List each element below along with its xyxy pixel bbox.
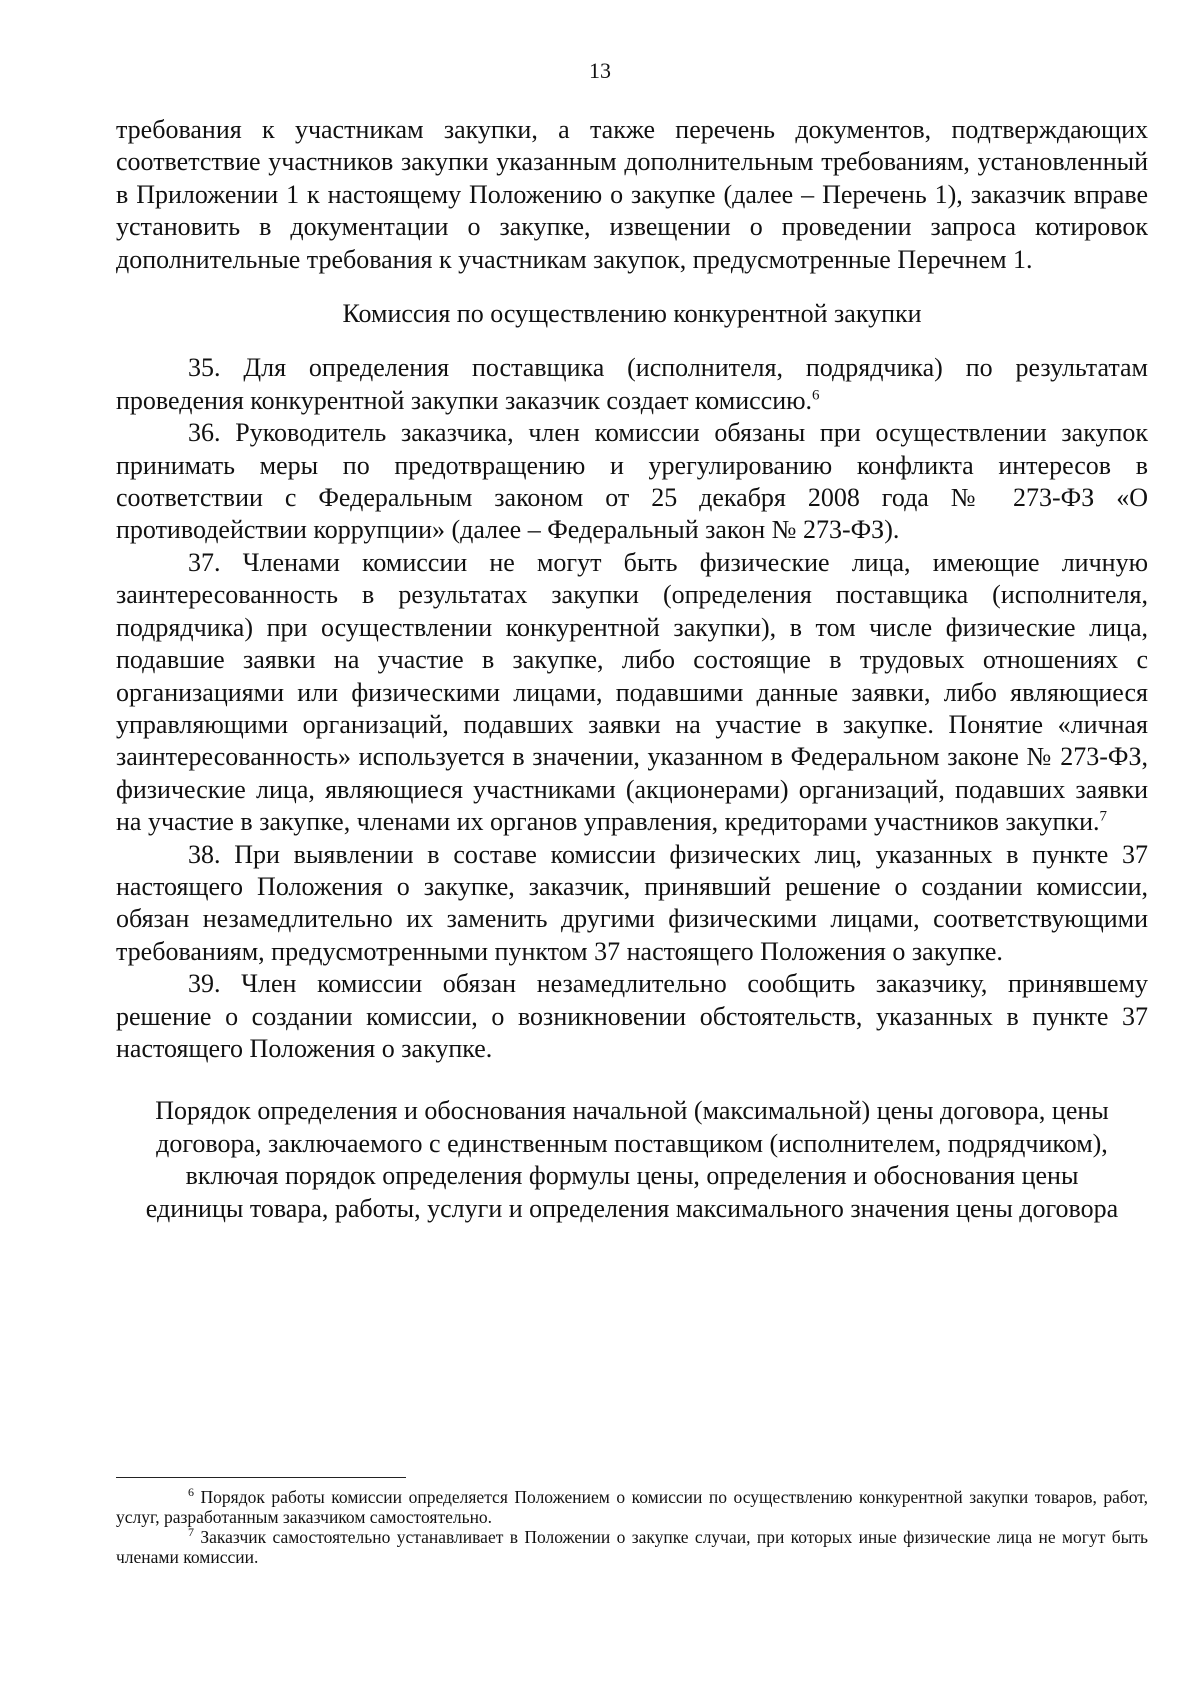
main-text (116, 114, 1148, 1225)
footnote-number-6: 6 (188, 1485, 194, 1500)
clause-35-text: 35. Для определения поставщика (исполнителя, подрядчика) по результатам проведения конкурентной закупки заказчик создает комиссию. (116, 353, 1148, 415)
clause-37 (116, 547, 1148, 839)
clause-37-text: 37. Членами комиссии не могут быть физические лица, имеющие личную заинтересованность в результатах закупки (определения поставщика (исполнителя, подрядчика) при осуществлении конкурентной закупки), в том числе физические лица, подавшие заявки на участие в закупке, либо состоящие в трудовых отношениях с организациями или физическими лицами, подавшими данные заявки, либо являющиеся управляющими организаций, подавших заявки на участие в закупке. Понятие «личная заинтересованность» используется в значении, указанном в Федеральном законе № 273-ФЗ, физические лица, являющиеся участниками (акционерами) организаций, подавших заявки на участие в закупке, членами их органов управления, кредиторами участников закупки. (116, 547, 1148, 837)
section-heading-price: Порядок определения и обоснования начальной (максимальной) цены договора, цены договора, заключаемого с единственным поставщиком (исполнителем, подрядчиком), включая порядок определения формулы цены, определения и обоснования цены единицы товара, работы, услуги и определения максимального значения цены договора (145, 1096, 1119, 1223)
page-number: 13 (589, 58, 611, 83)
footnote-ref-6: 6 (812, 387, 820, 404)
footnote-separator (116, 1477, 406, 1478)
footnotes (116, 1487, 1148, 1567)
footnote-6-text: Порядок работы комиссии определяется Положением о комиссии по осуществлению конкурентной закупки товаров, работ, услуг, разработанным заказчиком самостоятельно. (116, 1487, 1149, 1527)
footnote-number-7: 7 (188, 1525, 194, 1540)
clause-39: 39. Член комиссии обязан незамедлительно сообщить заказчику, принявшему решение о создании комиссии, о возникновении обстоятельств, указанных в пункте 37 настоящего Положения о закупке. (116, 969, 1148, 1063)
clause-38: 38. При выявлении в составе комиссии физических лиц, указанных в пункте 37 настоящего Положения о закупке, заказчик, принявший решение о создании комиссии, обязан незамедлительно их заменить другими физическими лицами, соответствующими требованиям, предусмотренными пунктом 37 настоящего Положения о закупке. (116, 839, 1148, 966)
footnote-6 (116, 1487, 1148, 1527)
section-heading-commission: Комиссия по осуществлению конкурентной закупки (342, 299, 922, 329)
footnote-ref-7: 7 (1099, 808, 1107, 825)
clause-35 (116, 352, 1148, 417)
paragraph-continuation: требования к участникам закупки, а также перечень документов, подтверждающих соответствие участников закупки указанным дополнительным требованиям, установленный в Приложении 1 к настоящему Положению о закупке (далее – Перечень 1), заказчик вправе установить в документации о закупке, извещении о проведении запроса котировок дополнительные требования к участникам закупок, предусмотренные Перечнем 1. (116, 115, 1148, 274)
footnote-7-text: Заказчик самостоятельно устанавливает в Положении о закупке случаи, при которых иные физические лица не могут быть членами комиссии. (116, 1527, 1149, 1567)
clause-36: 36. Руководитель заказчика, член комиссии обязаны при осуществлении закупок принимать меры по предотвращению и урегулированию конфликта интересов в соответствии с Федеральным законом от 25 декабря 2008 года № 273-ФЗ «О противодействии коррупции» (далее – Федеральный закон № 273-ФЗ). (116, 418, 1148, 545)
footnote-7 (116, 1527, 1148, 1567)
